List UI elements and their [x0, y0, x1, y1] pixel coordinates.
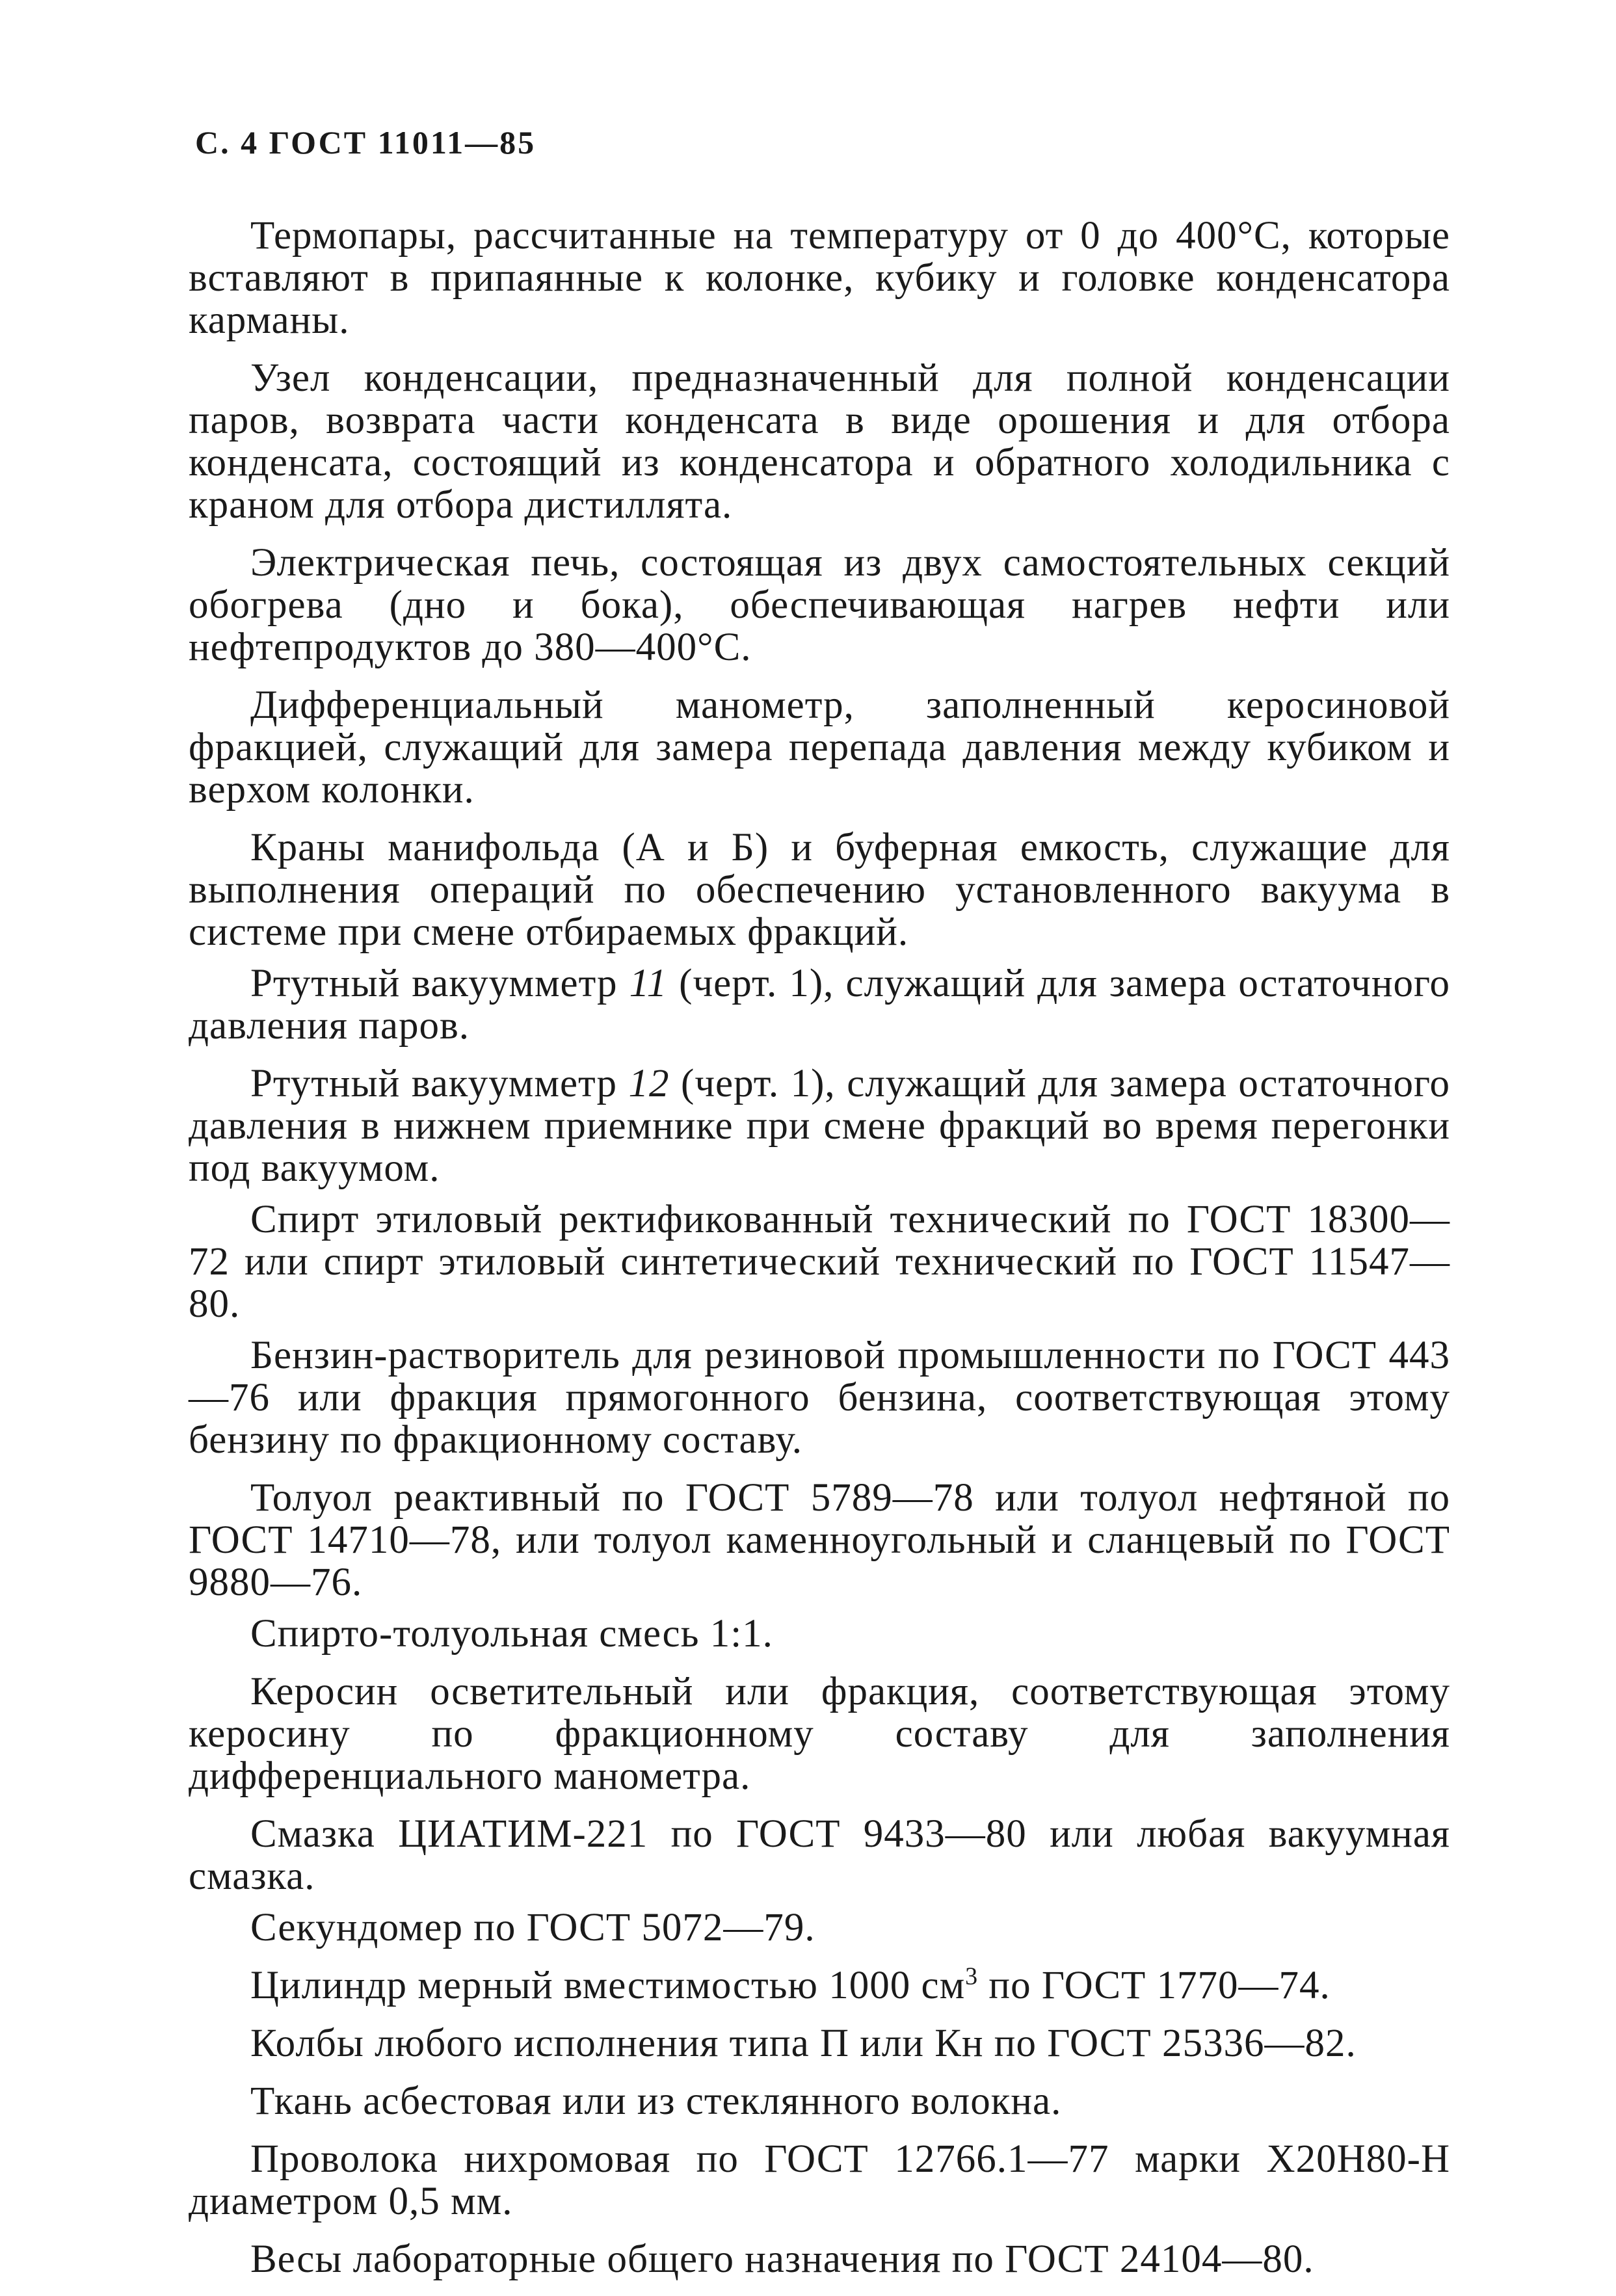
- paragraph-stopwatch: Секундомер по ГОСТ 5072—79.: [250, 1906, 815, 1949]
- paragraph-ethyl-alcohol: Спирт этиловый ректификованный технический по ГОСТ 18300—72 или спирт этиловый синтетический технический по ГОСТ 11547—80.: [189, 1198, 1450, 1326]
- paragraph-lubricant: Смазка ЦИАТИМ-221 по ГОСТ 9433—80 или любая вакуумная смазка.: [189, 1812, 1450, 1898]
- reference-number: 11: [629, 962, 668, 1005]
- text-segment: по ГОСТ 1770—74.: [978, 1964, 1331, 2007]
- text-segment: (черт. 1), служащий для замера остаточного давления паров.: [189, 962, 1450, 1048]
- text-segment: (черт. 1), служащий для замера остаточного давления в нижнем приемнике при смене фракций во время перегонки под вакуумом.: [189, 1062, 1450, 1190]
- paragraph-measuring-cylinder: [189, 1964, 1450, 2007]
- paragraph-lab-scales: Весы лабораторные общего назначения по ГОСТ 24104—80.: [250, 2237, 1314, 2281]
- reference-number: 12: [628, 1062, 670, 1105]
- paragraph-nichrome-wire: Проволока нихромовая по ГОСТ 12766.1—77 марки Х20Н80-Н диаметром 0,5 мм.: [189, 2137, 1450, 2223]
- paragraph-manifold-valves: Краны манифольда (А и Б) и буферная емкость, служащие для выполнения операций по обеспечению установленного вакуума в системе при смене отбираемых фракций.: [189, 826, 1450, 954]
- paragraph-kerosene: Керосин осветительный или фракция, соответствующая этому керосину по фракционному составу для заполнения дифференциального манометра.: [189, 1670, 1450, 1798]
- text-segment: Цилиндр мерный вместимостью 1000 см: [250, 1964, 966, 2007]
- paragraph-vacuum-gauge-11: [189, 962, 1450, 1047]
- superscript: 3: [965, 1962, 979, 1990]
- paragraph-asbestos-cloth: Ткань асбестовая или из стеклянного волокна.: [250, 2079, 1062, 2123]
- paragraph-gasoline-solvent: Бензин-растворитель для резиновой промышленности по ГОСТ 443—76 или фракция прямогонного бензина, соответствующая этому бензину по фракционному составу.: [189, 1334, 1450, 1462]
- paragraph-condenser-unit: Узел конденсации, предназначенный для полной конденсации паров, возврата части конденсата в виде орошения и для отбора конденсата, состоящий из конденсатора и обратного холодильника с краном для отбора дистиллята.: [189, 356, 1450, 527]
- paragraph-flasks: Колбы любого исполнения типа П или Кн по ГОСТ 25336—82.: [250, 2022, 1357, 2065]
- paragraph-alcohol-toluene-mix: Спирто-толуольная смесь 1:1.: [250, 1612, 773, 1656]
- paragraph-vacuum-gauge-12: [189, 1062, 1450, 1189]
- document-body: [189, 215, 1450, 2296]
- text-segment: Ртутный вакуумметр: [250, 1062, 629, 1105]
- paragraph-toluene: Толуол реактивный по ГОСТ 5789—78 или толуол нефтяной по ГОСТ 14710—78, или толуол каменноугольный и сланцевый по ГОСТ 9880—76.: [189, 1476, 1450, 1604]
- paragraph-electric-furnace: Электрическая печь, состоящая из двух самостоятельных секций обогрева (дно и бока), обеспечивающая нагрев нефти или нефтепродуктов до 380—400°С.: [189, 541, 1450, 669]
- paragraph-differential-manometer: Дифференциальный манометр, заполненный керосиновой фракцией, служащий для замера перепада давления между кубиком и верхом колонки.: [189, 683, 1450, 812]
- page-header: С. 4 ГОСТ 11011—85: [195, 124, 536, 161]
- text-segment: Ртутный вакуумметр: [250, 962, 629, 1005]
- paragraph-thermocouples: Термопары, рассчитанные на температуру от 0 до 400°С, которые вставляют в припаянные к колонке, кубику и головке конденсатора карманы.: [189, 214, 1450, 342]
